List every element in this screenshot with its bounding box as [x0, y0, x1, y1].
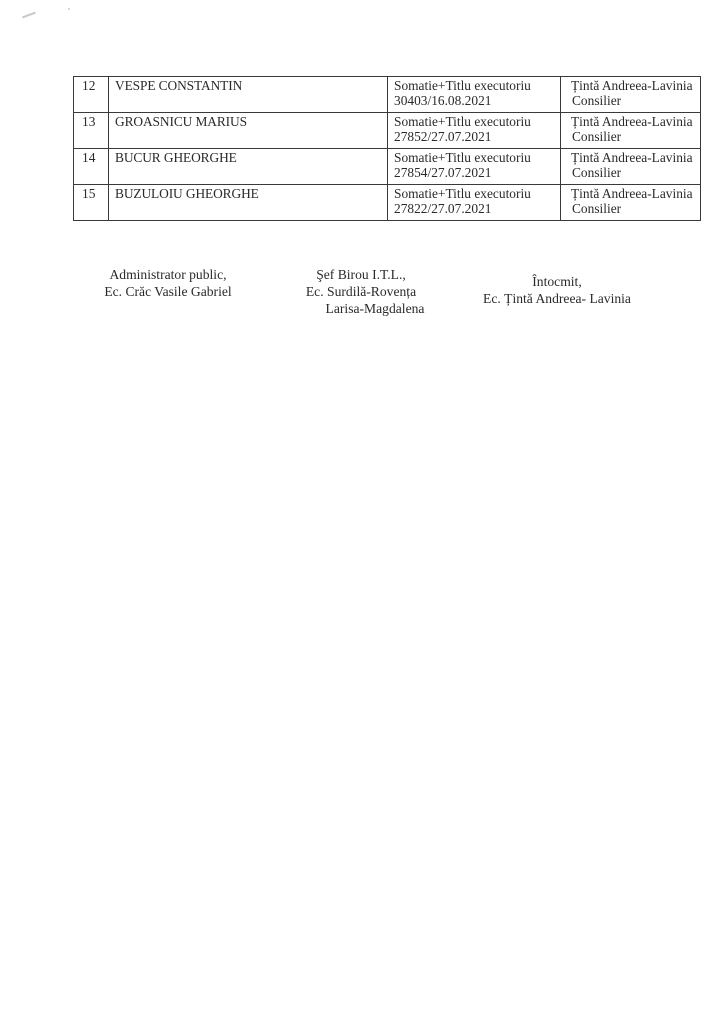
debtor-name: VESPE CONSTANTIN — [109, 77, 388, 113]
responsible-title: Consilier — [572, 129, 622, 144]
document-number: 30403/16.08.2021 — [394, 93, 492, 108]
signature-role: Şef Birou I.T.L., — [316, 267, 406, 282]
document-type: Somatie+Titlu executoriu — [394, 114, 531, 129]
responsible-name: Țintă Andreea-Lavinia — [571, 78, 693, 93]
table-row — [74, 77, 701, 113]
document-cell — [388, 113, 561, 149]
document-cell — [388, 185, 561, 221]
debtor-name: GROASNICU MARIUS — [109, 113, 388, 149]
signature-name-line1: Ec. Surdilă-Rovența — [305, 284, 417, 299]
document-type: Somatie+Titlu executoriu — [394, 186, 531, 201]
row-number: 13 — [74, 113, 109, 149]
responsible-name: Țintă Andreea-Lavinia — [571, 114, 693, 129]
responsible-name: Țintă Andreea-Lavinia — [571, 150, 693, 165]
document-number: 27852/27.07.2021 — [394, 129, 492, 144]
row-number: 14 — [74, 149, 109, 185]
row-number: 15 — [74, 185, 109, 221]
signature-role: Întocmit, — [532, 274, 582, 289]
signature-administrator — [88, 266, 248, 300]
scan-artifact-mark — [22, 12, 36, 19]
document-number: 27822/27.07.2021 — [394, 201, 492, 216]
signature-name-line2: Larisa-Magdalena — [325, 301, 425, 316]
records-table — [73, 76, 701, 221]
table-row — [74, 113, 701, 149]
records-table-container — [73, 76, 700, 221]
document-type: Somatie+Titlu executoriu — [394, 150, 531, 165]
responsible-cell — [561, 113, 701, 149]
responsible-title: Consilier — [572, 201, 622, 216]
debtor-name: BUZULOIU GHEORGHE — [109, 185, 388, 221]
document-cell — [388, 77, 561, 113]
signature-name: Ec. Crăc Vasile Gabriel — [104, 284, 232, 299]
responsible-title: Consilier — [572, 165, 622, 180]
signature-name: Ec. Țintă Andreea- Lavinia — [483, 291, 631, 306]
responsible-cell — [561, 149, 701, 185]
table-row — [74, 185, 701, 221]
responsible-name: Țintă Andreea-Lavinia — [571, 186, 693, 201]
signature-role: Administrator public, — [109, 267, 227, 282]
document-type: Somatie+Titlu executoriu — [394, 78, 531, 93]
document-cell — [388, 149, 561, 185]
debtor-name: BUCUR GHEORGHE — [109, 149, 388, 185]
table-row — [74, 149, 701, 185]
responsible-cell — [561, 185, 701, 221]
row-number: 12 — [74, 77, 109, 113]
responsible-cell — [561, 77, 701, 113]
responsible-title: Consilier — [572, 93, 622, 108]
signature-prepared-by — [462, 273, 652, 307]
document-number: 27854/27.07.2021 — [394, 165, 492, 180]
scan-artifact-dot — [68, 8, 70, 10]
signature-itl-chief — [296, 266, 426, 317]
